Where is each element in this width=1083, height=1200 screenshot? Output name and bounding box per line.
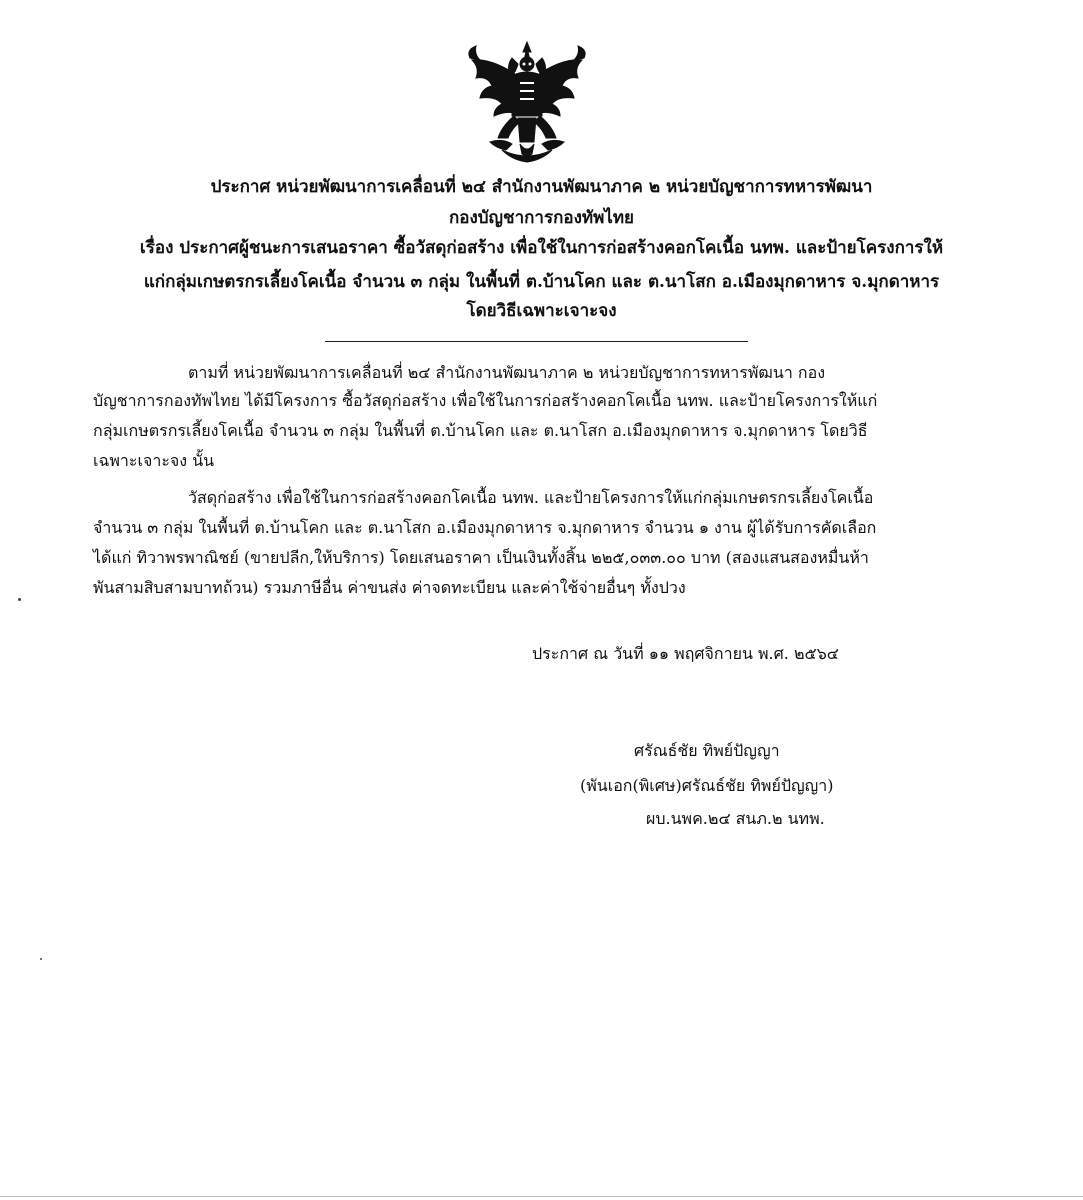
paragraph-2-line-2: จำนวน ๓ กลุ่ม ในพื้นที่ ต.บ้านโคก และ ต.นาโสก อ.เมืองมุกดาหาร จ.มุกดาหาร จำนวน ๑ งาน ผู้ได้รับการคัดเลือก (93, 518, 877, 537)
header-line-1: ประกาศ หน่วยพัฒนาการเคลื่อนที่ ๒๔ สำนักงานพัฒนาภาค ๒ หน่วยบัญชาการทหารพัฒนา (210, 177, 873, 197)
paragraph-2-line-3: ได้แก่ ทิวาพรพาณิชย์ (ขายปลีก,ให้บริการ) โดยเสนอราคา เป็นเงินทั้งสิ้น ๒๒๕,๐๓๓.๐๐ บาท (สองแสนสองหมื่นห้า (93, 548, 869, 567)
subject-line-3: โดยวิธีเฉพาะเจาะจง (466, 301, 617, 321)
header-line-2: กองบัญชาการกองทัพไทย (448, 208, 635, 228)
subject-line-2: แก่กลุ่มเกษตรกรเลี้ยงโคเนื้อ จำนวน ๓ กลุ่ม ในพื้นที่ ต.บ้านโคก และ ต.นาโสก อ.เมืองมุกดาหาร จ.มุกดาหาร (143, 272, 940, 292)
paragraph-2-line-1: วัสดุก่อสร้าง เพื่อใช้ในการก่อสร้างคอกโคเนื้อ นทพ. และป้ายโครงการให้แก่กลุ่มเกษตรกรเลี้ยงโคเนื้อ (188, 488, 874, 507)
scan-speck (40, 958, 42, 960)
paragraph-1-line-4: เฉพาะเจาะจง นั้น (93, 451, 215, 470)
header-divider (325, 341, 748, 342)
paragraph-1-line-3: กลุ่มเกษตรกรเลี้ยงโคเนื้อ จำนวน ๓ กลุ่ม ในพื้นที่ ต.บ้านโคก และ ต.นาโสก อ.เมืองมุกดาหาร จ.มุกดาหาร โดยวิธี (93, 421, 868, 440)
paragraph-2-line-4: พันสามสิบสามบาทถ้วน) รวมภาษีอื่น ค่าขนส่ง ค่าจดทะเบียน และค่าใช้จ่ายอื่นๆ ทั้งปวง (93, 578, 686, 597)
scan-edge (0, 1196, 1083, 1197)
subject-line-1: เรื่อง ประกาศผู้ชนะการเสนอราคา ซื้อวัสดุก่อสร้าง เพื่อใช้ในการก่อสร้างคอกโคเนื้อ นทพ. และป้ายโครงการให้ (139, 238, 944, 258)
scan-speck (18, 598, 21, 601)
paragraph-1-line-1: ตามที่ หน่วยพัฒนาการเคลื่อนที่ ๒๔ สำนักงานพัฒนาภาค ๒ หน่วยบัญชาการทหารพัฒนา กอง (188, 363, 825, 382)
paragraph-1-line-2: บัญชาการกองทัพไทย ได้มีโครงการ ซื้อวัสดุก่อสร้าง เพื่อใช้ในการก่อสร้างคอกโคเนื้อ นทพ. และป้ายโครงการให้แก่ (93, 391, 878, 410)
signature-name: ศรัณธ์ชัย ทิพย์ปัญญา (634, 741, 780, 760)
garuda-emblem-icon (462, 38, 592, 166)
signature-full-name: (พันเอก(พิเศษ)ศรัณธ์ชัย ทิพย์ปัญญา) (580, 776, 834, 795)
signature-position: ผบ.นพค.๒๔ สนภ.๒ นทพ. (646, 809, 825, 828)
announce-date: ประกาศ ณ วันที่ ๑๑ พฤศจิกายน พ.ศ. ๒๕๖๔ (532, 644, 839, 663)
